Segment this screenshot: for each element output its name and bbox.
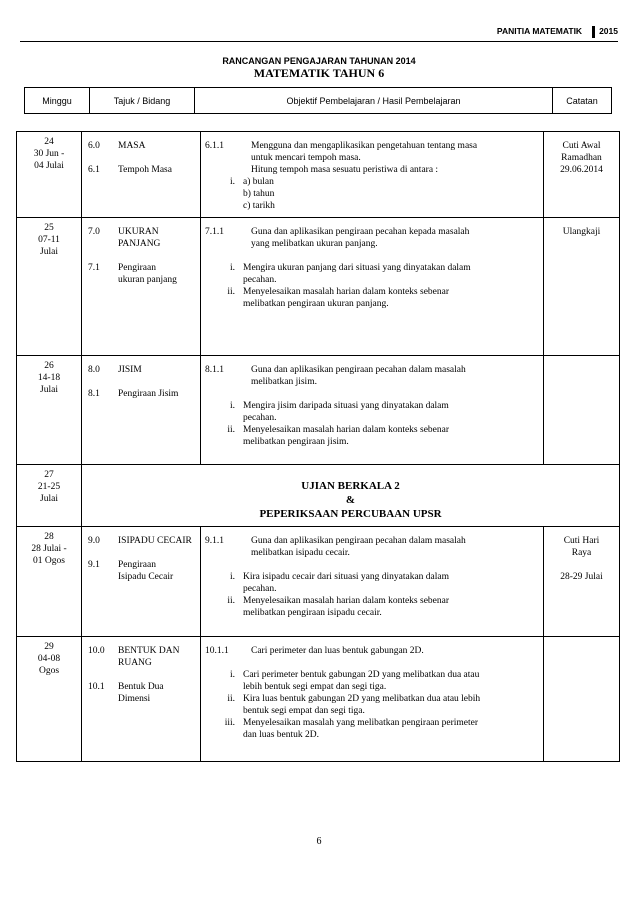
topic-title-line: JISIM xyxy=(118,365,142,375)
topic-item xyxy=(88,645,200,669)
page-header xyxy=(497,26,618,38)
merged-line: PEPERIKSAAN PERCUBAAN UPSR xyxy=(259,508,442,520)
week-line: 27 xyxy=(44,470,54,480)
objective-line: Cari perimeter dan luas bentuk gabungan 2D. xyxy=(251,646,424,656)
note-line: Ulangkaji xyxy=(562,227,601,237)
outcome-numeral xyxy=(205,188,243,200)
topic-title-line: Pengiraan xyxy=(118,560,156,570)
topic-number: 8.0 xyxy=(88,365,100,375)
notes-cell xyxy=(544,637,619,761)
header-department: PANITIA MATEMATIK xyxy=(496,26,583,36)
outcome-line: melibatkan pengiraan isipadu cecair. xyxy=(243,608,382,618)
outcome-text xyxy=(243,669,539,693)
week-line: Julai xyxy=(40,494,58,504)
table-row xyxy=(17,465,619,527)
objective-line: untuk mencari tempoh masa. xyxy=(251,153,361,163)
spacer xyxy=(88,152,200,164)
topic-title xyxy=(118,645,198,669)
notes-cell xyxy=(544,356,619,464)
doc-subtitle: MATEMATIK TAHUN 6 xyxy=(253,66,385,80)
objective-number: 6.1.1 xyxy=(205,141,224,151)
topic-title-line: UKURAN xyxy=(118,227,159,237)
objective xyxy=(205,140,539,176)
week-line: 04-08 xyxy=(37,654,61,664)
topic-number: 10.1 xyxy=(88,682,105,692)
table-row xyxy=(17,132,619,218)
objective-cell xyxy=(201,527,544,636)
outcome-line: a) bulan xyxy=(243,177,274,187)
notes-cell xyxy=(544,218,619,355)
outcome-item xyxy=(205,262,539,286)
page-number: 6 xyxy=(316,836,322,847)
topic-title-line: Bentuk Dua xyxy=(118,682,164,692)
topic-item xyxy=(88,164,200,176)
outcome-text xyxy=(243,176,539,188)
objective-number: 9.1.1 xyxy=(205,536,224,546)
topic-item xyxy=(88,388,200,400)
objective-line: Guna dan aplikasikan pengiraan pecahan dalam masalah xyxy=(251,536,466,546)
outcome-line: Kira luas bentuk gabungan 2D yang melibatkan dua atau lebih xyxy=(243,694,481,704)
topic-item xyxy=(88,262,200,286)
outcome-item xyxy=(205,400,539,424)
week-line: 25 xyxy=(44,223,54,233)
outcome-line: pecahan. xyxy=(243,584,277,594)
outcome-numeral xyxy=(205,200,243,212)
topic-title-line: ukuran panjang xyxy=(118,275,177,285)
outcome-text xyxy=(243,595,539,619)
objective-text xyxy=(251,645,539,657)
outcome-text xyxy=(243,424,539,448)
outcome-text xyxy=(243,200,539,212)
outcome-text xyxy=(243,286,539,310)
outcome-numeral: ii. xyxy=(227,287,235,297)
spacer xyxy=(205,250,539,262)
week-line: 14-18 xyxy=(37,373,61,383)
outcome-item xyxy=(205,200,539,212)
week-cell xyxy=(17,465,82,526)
outcome-line: pecahan. xyxy=(243,413,277,423)
week-cell xyxy=(17,637,82,761)
objective-number: 10.1.1 xyxy=(205,646,229,656)
notes-cell xyxy=(544,132,619,217)
objective-number: 8.1.1 xyxy=(205,365,224,375)
outcome-numeral: i. xyxy=(229,177,235,187)
outcome-numeral: ii. xyxy=(227,596,235,606)
topic-item xyxy=(88,140,200,152)
week-cell xyxy=(17,356,82,464)
week-cell xyxy=(17,527,82,636)
merged-cell xyxy=(82,465,619,526)
week-line: Julai xyxy=(40,247,58,257)
column-header-table xyxy=(24,87,612,114)
week-line: Julai xyxy=(40,385,58,395)
objective xyxy=(205,535,539,559)
week-line: 01 Ogos xyxy=(33,556,65,566)
outcome-numeral: ii. xyxy=(227,425,235,435)
outcome-text xyxy=(243,717,539,741)
topic-title xyxy=(118,681,198,705)
topic-number: 6.1 xyxy=(88,165,100,175)
outcome-item xyxy=(205,595,539,619)
outcome-item xyxy=(205,669,539,693)
spacer xyxy=(205,388,539,400)
objective-line: melibatkan isipadu cecair. xyxy=(251,548,350,558)
topic-cell xyxy=(82,637,201,761)
topic-title xyxy=(118,535,198,547)
outcome-line: Menyelesaikan masalah harian dalam konteks sebenar xyxy=(243,425,450,435)
outcome-numeral: i. xyxy=(229,401,235,411)
plan-table xyxy=(16,131,620,762)
outcome-item xyxy=(205,571,539,595)
spacer xyxy=(88,250,200,262)
outcome-line: Menyelesaikan masalah harian dalam konteks sebenar xyxy=(243,596,450,606)
merged-line: & xyxy=(345,494,356,506)
topic-title xyxy=(118,226,198,250)
topic-number: 10.0 xyxy=(88,646,105,656)
spacer xyxy=(205,657,539,669)
note-line: Cuti Awal xyxy=(562,141,601,151)
topic-number: 7.0 xyxy=(88,227,100,237)
outcome-numeral: i. xyxy=(229,572,235,582)
outcome-numeral: i. xyxy=(229,263,235,273)
header-rule xyxy=(20,41,618,42)
outcome-line: melibatkan pengiraan jisim. xyxy=(243,437,349,447)
outcome-numeral: iii. xyxy=(224,718,235,728)
notes-cell xyxy=(544,527,619,636)
outcome-line: bentuk segi empat dan segi tiga. xyxy=(243,706,365,716)
topic-title xyxy=(118,140,198,152)
objective xyxy=(205,226,539,250)
col-header-topic: Tajuk / Bidang xyxy=(90,88,195,113)
topic-item xyxy=(88,226,200,250)
week-line: 26 xyxy=(44,361,54,371)
merged-line: UJIAN BERKALA 2 xyxy=(301,480,400,492)
topic-title-line: Pengiraan xyxy=(118,263,156,273)
objective-line: melibatkan jisim. xyxy=(251,377,317,387)
outcome-line: melibatkan pengiraan ukuran panjang. xyxy=(243,299,389,309)
outcome-line: c) tarikh xyxy=(243,201,275,211)
objective-cell xyxy=(201,132,544,217)
topic-number: 8.1 xyxy=(88,389,100,399)
week-line: 29 xyxy=(44,642,54,652)
outcome-line: Menyelesaikan masalah harian dalam konteks sebenar xyxy=(243,287,450,297)
topic-cell xyxy=(82,218,201,355)
outcome-line: Mengira ukuran panjang dari situasi yang dinyatakan dalam xyxy=(243,263,471,273)
outcome-text xyxy=(243,188,539,200)
topic-title xyxy=(118,164,198,176)
objective-cell xyxy=(201,218,544,355)
topic-cell xyxy=(82,132,201,217)
outcome-item xyxy=(205,286,539,310)
topic-title xyxy=(118,559,198,583)
outcome-text xyxy=(243,400,539,424)
note-line: 28-29 Julai xyxy=(560,572,603,582)
note-line xyxy=(544,559,619,571)
table-row xyxy=(17,527,619,637)
outcome-item xyxy=(205,693,539,717)
topic-title-line: RUANG xyxy=(118,658,152,668)
week-line: 24 xyxy=(44,137,54,147)
topic-title xyxy=(118,388,198,400)
topic-number: 7.1 xyxy=(88,263,100,273)
objective-line: Mengguna dan mengaplikasikan pengetahuan tentang masa xyxy=(251,141,478,151)
outcome-numeral: i. xyxy=(229,670,235,680)
outcome-item xyxy=(205,176,539,188)
topic-cell xyxy=(82,527,201,636)
outcome-line: Menyelesaikan masalah yang melibatkan pengiraan perimeter xyxy=(243,718,479,728)
topic-item xyxy=(88,681,200,705)
spacer xyxy=(88,547,200,559)
outcome-line: lebih bentuk segi empat dan segi tiga. xyxy=(243,682,387,692)
topic-number: 9.0 xyxy=(88,536,100,546)
topic-title-line: Dimensi xyxy=(118,694,151,704)
header-separator xyxy=(592,26,595,38)
note-line: Ramadhan xyxy=(561,153,602,163)
outcome-line: dan luas bentuk 2D. xyxy=(243,730,319,740)
week-line: 21-25 xyxy=(37,482,61,492)
table-row xyxy=(17,218,619,356)
objective-line: Hitung tempoh masa sesuatu peristiwa di antara : xyxy=(251,165,439,175)
topic-item xyxy=(88,559,200,583)
week-line: Ogos xyxy=(38,666,60,676)
note-line: Raya xyxy=(571,548,592,558)
outcome-line: b) tahun xyxy=(243,189,275,199)
spacer xyxy=(88,376,200,388)
objective xyxy=(205,645,539,657)
outcome-line: Mengira jisim daripada situasi yang dinyatakan dalam xyxy=(243,401,449,411)
outcome-text xyxy=(243,571,539,595)
outcome-item xyxy=(205,424,539,448)
doc-title: RANCANGAN PENGAJARAN TAHUNAN 2014 xyxy=(222,56,416,66)
topic-title-line: PANJANG xyxy=(118,239,161,249)
outcome-text xyxy=(243,262,539,286)
topic-title-line: MASA xyxy=(118,141,146,151)
objective xyxy=(205,364,539,388)
col-header-week: Minggu xyxy=(25,88,90,113)
spacer xyxy=(205,559,539,571)
topic-title-line: Pengiraan Jisim xyxy=(118,389,179,399)
topic-cell xyxy=(82,356,201,464)
objective-text xyxy=(251,535,539,559)
objective-number: 7.1.1 xyxy=(205,227,224,237)
note-line: Cuti Hari xyxy=(563,536,600,546)
objective-cell xyxy=(201,356,544,464)
week-line: 07-11 xyxy=(38,235,60,245)
objective-text xyxy=(251,140,539,176)
topic-item xyxy=(88,364,200,376)
week-line: 30 Jun - xyxy=(33,149,65,159)
outcome-line: pecahan. xyxy=(243,275,277,285)
objective-cell xyxy=(201,637,544,761)
outcome-line: Cari perimeter bentuk gabungan 2D yang melibatkan dua atau xyxy=(243,670,480,680)
col-header-notes: Catatan xyxy=(566,95,598,106)
header-year: 2015 xyxy=(599,26,618,36)
objective-line: yang melibatkan ukuran panjang. xyxy=(251,239,378,249)
col-header-objective: Objektif Pembelajaran / Hasil Pembelajaran xyxy=(195,88,553,113)
outcome-line: Kira isipadu cecair dari situasi yang dinyatakan dalam xyxy=(243,572,450,582)
objective-line: Guna dan aplikasikan pengiraan pecahan kepada masalah xyxy=(251,227,470,237)
topic-item xyxy=(88,535,200,547)
topic-title-line: Tempoh Masa xyxy=(118,165,172,175)
week-line: 04 Julai xyxy=(34,161,64,171)
note-line: 29.06.2014 xyxy=(560,165,603,175)
table-row xyxy=(17,637,619,761)
week-line: 28 xyxy=(44,532,54,542)
outcome-item xyxy=(205,717,539,741)
topic-title-line: ISIPADU CECAIR xyxy=(118,536,192,546)
spacer xyxy=(88,669,200,681)
topic-number: 9.1 xyxy=(88,560,100,570)
topic-title-line: Isipadu Cecair xyxy=(118,572,174,582)
objective-text xyxy=(251,364,539,388)
topic-title xyxy=(118,262,198,286)
topic-title-line: BENTUK DAN xyxy=(118,646,180,656)
outcome-item xyxy=(205,188,539,200)
week-cell xyxy=(17,218,82,355)
objective-line: Guna dan aplikasikan pengiraan pecahan dalam masalah xyxy=(251,365,466,375)
objective-text xyxy=(251,226,539,250)
outcome-text xyxy=(243,693,539,717)
week-line: 28 Julai - xyxy=(31,544,67,554)
topic-title xyxy=(118,364,198,376)
week-cell xyxy=(17,132,82,217)
topic-number: 6.0 xyxy=(88,141,100,151)
table-row xyxy=(17,356,619,465)
outcome-numeral: ii. xyxy=(227,694,235,704)
